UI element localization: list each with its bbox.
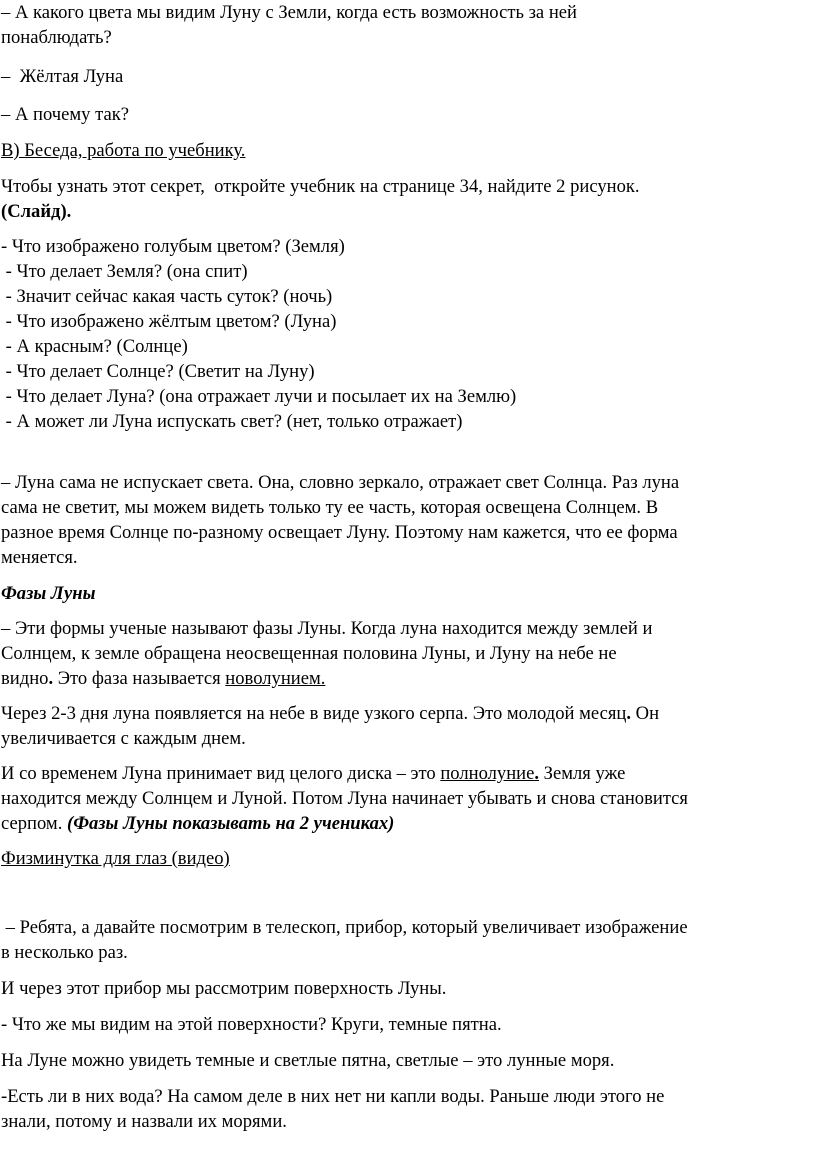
qa-item: - Что делает Солнце? (Светит на Луну): [1, 361, 315, 382]
text-fragment: .: [48, 668, 54, 689]
answer-yellow-moon: – Жёлтая Луна: [1, 66, 124, 87]
paragraph-moon-light: [1, 470, 811, 570]
question-surface: - Что же мы видим на этой поверхности? Круги, темные пятна.: [1, 1014, 502, 1035]
text-line: [1, 666, 811, 691]
paragraph-surface: И через этот прибор мы рассмотрим поверхность Луны.: [1, 978, 447, 999]
question-moon-color: – А какого цвета мы видим Луну с Земли, когда есть возможность за ней: [1, 2, 577, 23]
note-show-phases: (Фазы Луны показывать на 2 учениках): [67, 813, 395, 834]
paragraph-new-moon: [1, 616, 811, 691]
text-line: в несколько раз.: [1, 942, 128, 963]
heading-moon-phases: Фазы Луны: [1, 583, 96, 604]
qa-item: - Что изображено голубым цветом? (Земля): [1, 236, 345, 257]
qa-item: - А может ли Луна испускать свет? (нет, только отражает): [1, 411, 463, 432]
text-fragment: серпом.: [1, 813, 67, 834]
text-line: увеличивается с каждым днем.: [1, 728, 246, 749]
term-full-moon: полнолуние: [440, 763, 535, 784]
paragraph-telescope: [1, 915, 811, 965]
qa-item: - Что делает Луна? (она отражает лучи и посылает их на Землю): [1, 386, 517, 407]
section-heading-b: В) Беседа, работа по учебнику.: [1, 140, 246, 161]
text-line: -Есть ли в них вода? На самом деле в них нет ни капли воды. Раньше люди этого не: [1, 1086, 665, 1107]
text-fragment: .: [534, 763, 540, 784]
text-line: меняется.: [1, 547, 78, 568]
text-fragment: .: [626, 703, 632, 724]
paragraph-seas: На Луне можно увидеть темные и светлые пятна, светлые – это лунные моря.: [1, 1050, 615, 1071]
text-line: – Ребята, а давайте посмотрим в телескоп, прибор, который увеличивает изображение: [1, 917, 688, 938]
qa-item: - Что делает Земля? (она спит): [1, 261, 248, 282]
heading-eye-exercise: Физминутка для глаз (видео): [1, 848, 230, 869]
qa-item: - А красным? (Солнце): [1, 336, 188, 357]
text-fragment: И со временем Луна принимает вид целого диска – это: [1, 763, 441, 784]
paragraph-water: [1, 1084, 811, 1134]
qa-item: - Что изображено жёлтым цветом? (Луна): [1, 311, 337, 332]
qa-list: [1, 234, 811, 434]
text-fragment: Он: [631, 703, 660, 724]
text-fragment: Это фаза называется: [53, 668, 226, 689]
paragraph-full-moon: [1, 761, 811, 836]
text-line: находится между Солнцем и Луной. Потом Луна начинает убывать и снова становится: [1, 788, 688, 809]
text-line: Солнцем, к земле обращена неосвещенная половина Луны, и Луну на небе не: [1, 643, 617, 664]
text-line: [1, 811, 811, 836]
text-line: – Луна сама не испускает света. Она, словно зеркало, отражает свет Солнца. Раз луна: [1, 472, 680, 493]
paragraph-textbook: Чтобы узнать этот секрет, откройте учебник на странице 34, найдите 2 рисунок.: [1, 176, 640, 197]
question-why: – А почему так?: [1, 104, 129, 125]
text-fragment: Земля уже: [539, 763, 626, 784]
text-line: [1, 761, 811, 786]
slide-label: (Слайд).: [1, 201, 72, 222]
text-line: знали, потому и назвали их морями.: [1, 1111, 287, 1132]
question-moon-color-cont: понаблюдать?: [1, 27, 112, 48]
qa-item: - Значит сейчас какая часть суток? (ночь): [1, 286, 333, 307]
text-line: [1, 701, 811, 726]
paragraph-crescent: [1, 701, 811, 751]
text-fragment: Через 2-3 дня луна появляется на небе в виде узкого серпа. Это молодой месяц: [1, 703, 627, 724]
text-fragment: видно: [1, 668, 49, 689]
text-line: сама не светит, мы можем видеть только ту ее часть, которая освещена Солнцем. В: [1, 497, 659, 518]
text-line: разное время Солнце по-разному освещает Луну. Поэтому нам кажется, что ее форма: [1, 522, 678, 543]
term-new-moon: новолунием.: [225, 668, 326, 689]
text-line: – Эти формы ученые называют фазы Луны. Когда луна находится между землей и: [1, 618, 653, 639]
